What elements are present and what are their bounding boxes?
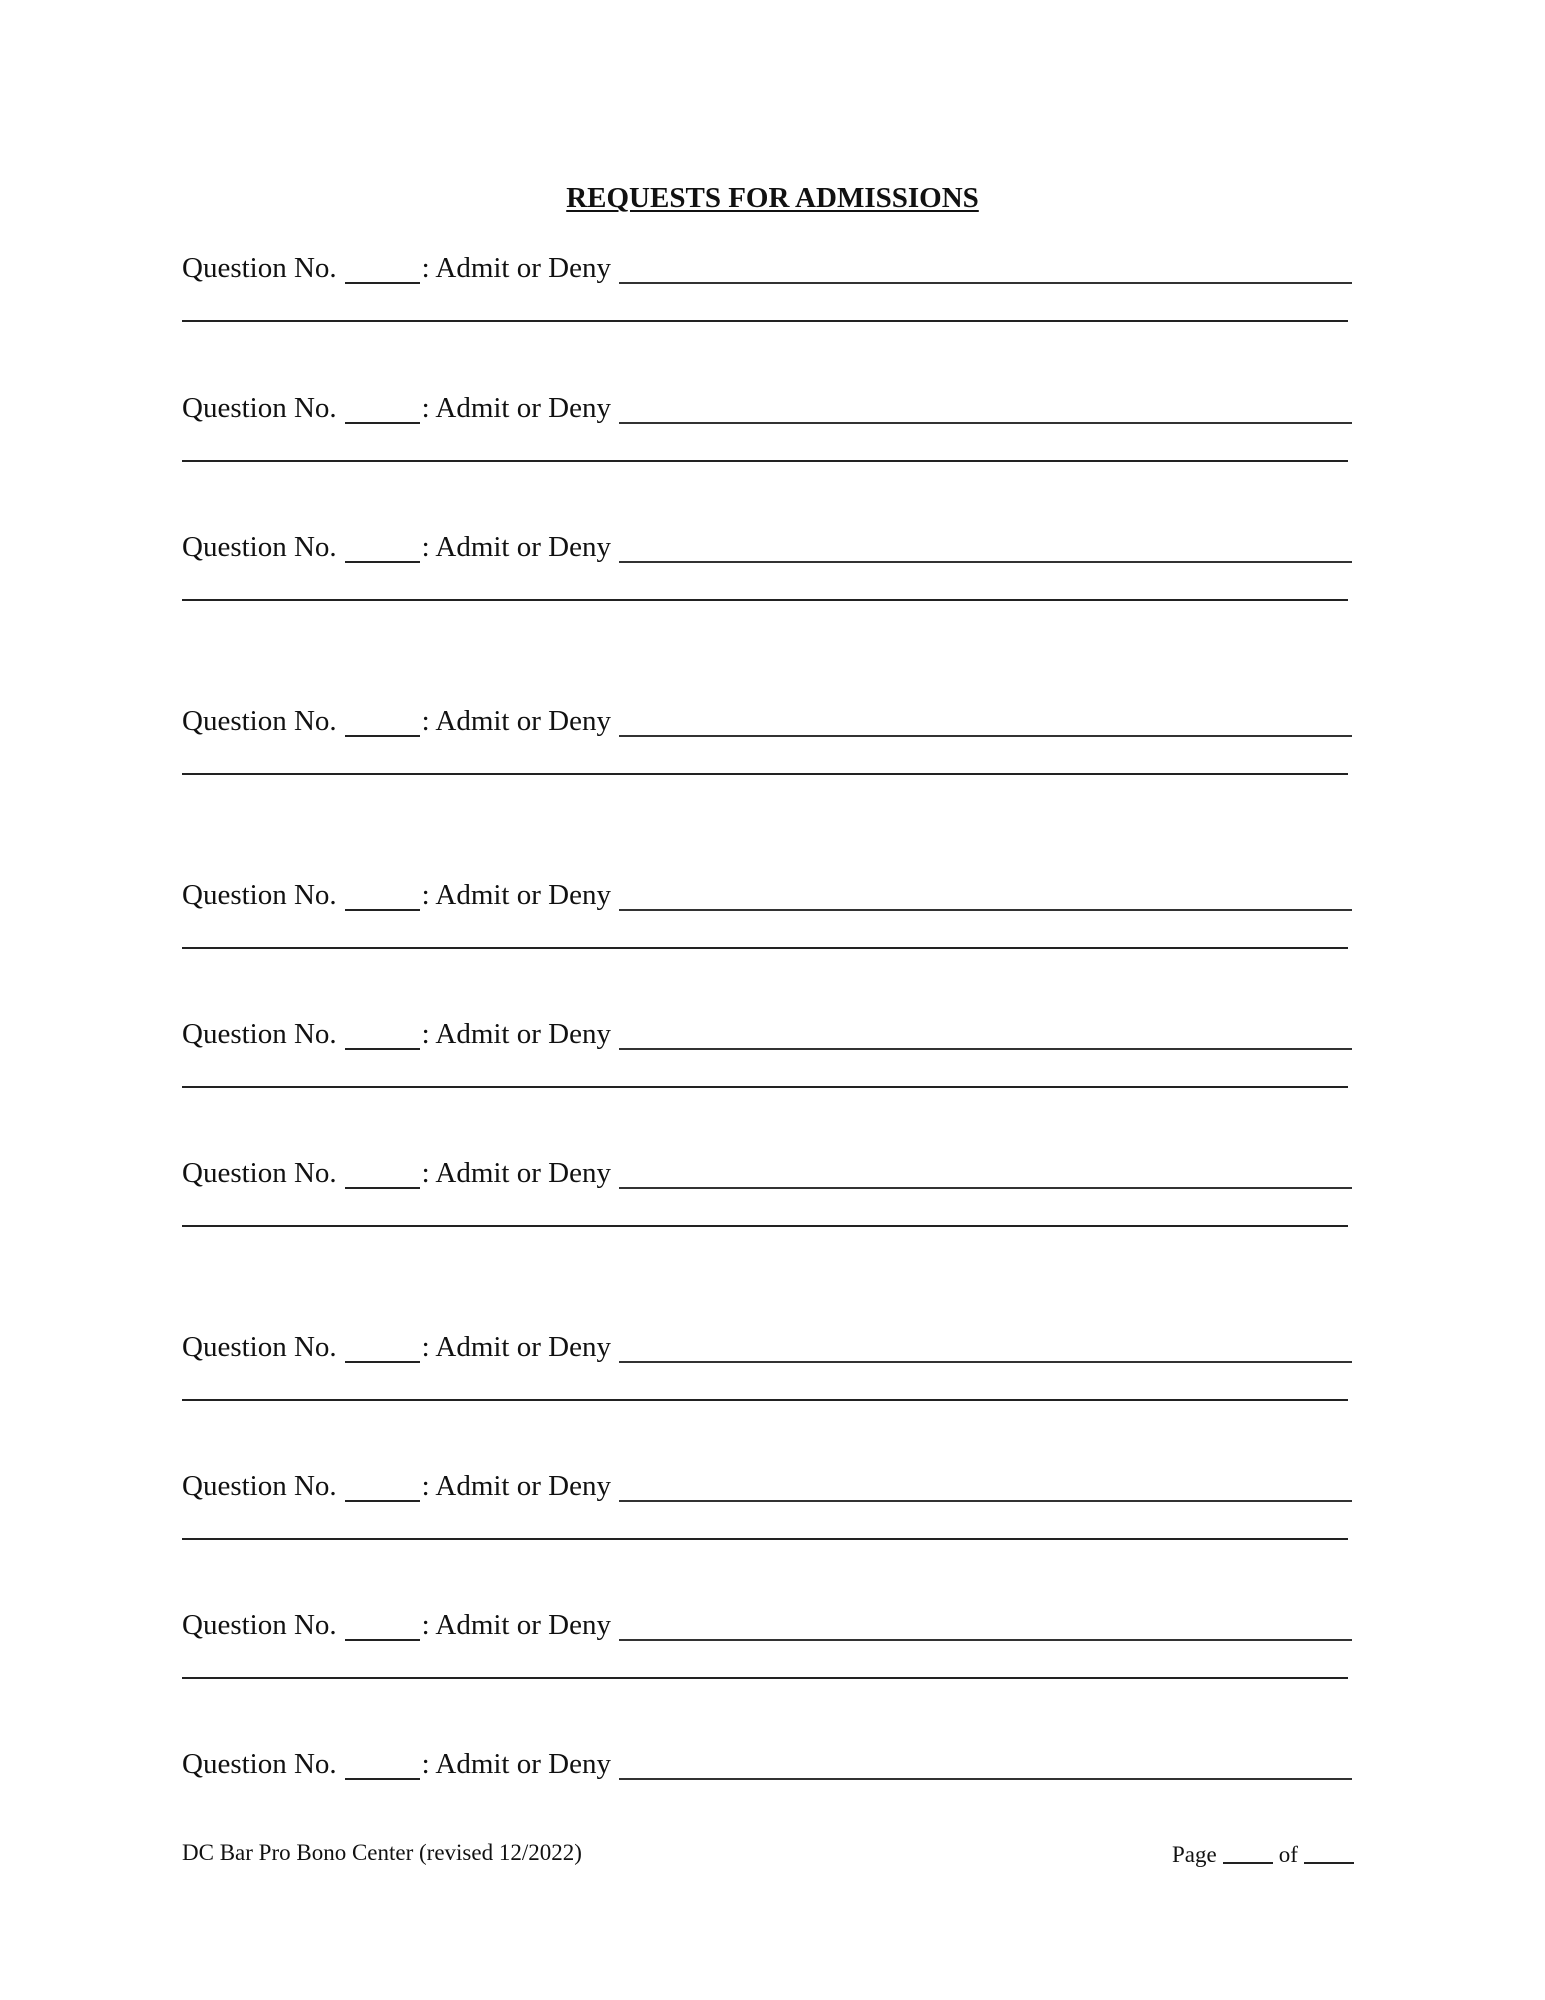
of-label: of — [1278, 1842, 1298, 1867]
answer-blank[interactable] — [619, 531, 1352, 563]
question-number-blank[interactable] — [345, 1748, 420, 1780]
question-number-blank[interactable] — [345, 1609, 420, 1641]
answer-blank[interactable] — [619, 1331, 1352, 1363]
question-label: Question No. — [182, 1470, 337, 1502]
answer-blank[interactable] — [619, 879, 1352, 911]
admit-deny-label: : Admit or Deny — [421, 879, 611, 911]
question-row — [182, 701, 1352, 741]
question-row — [182, 388, 1352, 428]
question-number-blank[interactable] — [345, 1331, 420, 1363]
answer-blank[interactable] — [619, 1470, 1352, 1502]
answer-blank[interactable] — [619, 705, 1352, 737]
question-row — [182, 1327, 1352, 1367]
admit-deny-label: : Admit or Deny — [421, 1470, 611, 1502]
admit-deny-label: : Admit or Deny — [421, 531, 611, 563]
page-title: REQUESTS FOR ADMISSIONS — [566, 182, 979, 214]
answer-continuation-line[interactable] — [182, 947, 1348, 949]
question-row — [182, 248, 1352, 288]
admit-deny-label: : Admit or Deny — [421, 1331, 611, 1363]
question-label: Question No. — [182, 392, 337, 424]
answer-continuation-line[interactable] — [182, 1538, 1348, 1540]
question-number-blank[interactable] — [345, 1157, 420, 1189]
question-label: Question No. — [182, 1157, 337, 1189]
admit-deny-label: : Admit or Deny — [421, 392, 611, 424]
question-label: Question No. — [182, 1609, 337, 1641]
answer-continuation-line[interactable] — [182, 1225, 1348, 1227]
question-number-blank[interactable] — [345, 1470, 420, 1502]
admit-deny-label: : Admit or Deny — [421, 1748, 611, 1780]
question-number-blank[interactable] — [345, 252, 420, 284]
page-label: Page — [1172, 1842, 1217, 1867]
answer-continuation-line[interactable] — [182, 460, 1348, 462]
question-number-blank[interactable] — [345, 879, 420, 911]
page-number-blank[interactable] — [1223, 1842, 1273, 1864]
question-number-blank[interactable] — [345, 392, 420, 424]
question-row — [182, 1014, 1352, 1054]
answer-continuation-line[interactable] — [182, 320, 1348, 322]
answer-blank[interactable] — [619, 1609, 1352, 1641]
question-label: Question No. — [182, 705, 337, 737]
question-row — [182, 1605, 1352, 1645]
answer-blank[interactable] — [619, 252, 1352, 284]
answer-continuation-line[interactable] — [182, 1086, 1348, 1088]
footer-page-number — [1172, 1840, 1360, 1868]
question-row — [182, 1744, 1352, 1784]
answer-continuation-line[interactable] — [182, 1399, 1348, 1401]
question-row — [182, 875, 1352, 915]
question-label: Question No. — [182, 252, 337, 284]
question-row — [182, 527, 1352, 567]
question-row — [182, 1466, 1352, 1506]
question-number-blank[interactable] — [345, 531, 420, 563]
question-row — [182, 1153, 1352, 1193]
admit-deny-label: : Admit or Deny — [421, 1018, 611, 1050]
question-label: Question No. — [182, 1018, 337, 1050]
footer-revision-text: DC Bar Pro Bono Center (revised 12/2022) — [182, 1840, 582, 1865]
question-number-blank[interactable] — [345, 705, 420, 737]
question-label: Question No. — [182, 879, 337, 911]
answer-blank[interactable] — [619, 1018, 1352, 1050]
question-label: Question No. — [182, 1331, 337, 1363]
answer-blank[interactable] — [619, 1157, 1352, 1189]
admit-deny-label: : Admit or Deny — [421, 252, 611, 284]
question-number-blank[interactable] — [345, 1018, 420, 1050]
answer-blank[interactable] — [619, 1748, 1352, 1780]
question-label: Question No. — [182, 1748, 337, 1780]
answer-continuation-line[interactable] — [182, 599, 1348, 601]
answer-continuation-line[interactable] — [182, 773, 1348, 775]
page-total-blank[interactable] — [1304, 1842, 1354, 1864]
answer-continuation-line[interactable] — [182, 1677, 1348, 1679]
question-label: Question No. — [182, 531, 337, 563]
admit-deny-label: : Admit or Deny — [421, 1609, 611, 1641]
admit-deny-label: : Admit or Deny — [421, 705, 611, 737]
admit-deny-label: : Admit or Deny — [421, 1157, 611, 1189]
answer-blank[interactable] — [619, 392, 1352, 424]
